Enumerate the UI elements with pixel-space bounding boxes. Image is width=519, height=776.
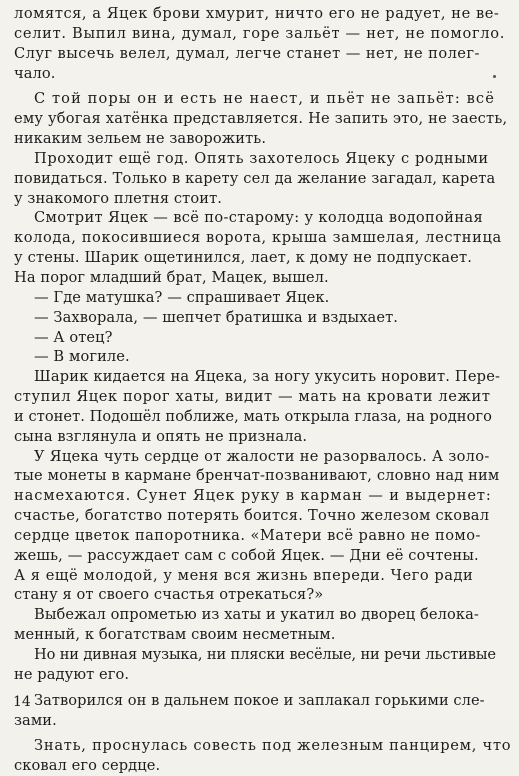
- paragraph: [14, 447, 510, 606]
- paragraph: [14, 208, 510, 287]
- paragraph: [14, 149, 510, 209]
- text-line: Затворился он в дальнем покое и заплакал горькими сле-: [34, 691, 485, 709]
- text-line: Но ни дивная музыка, ни пляски весёлые, ни речи льстивые: [34, 646, 496, 663]
- text-line: менный, к богатствам своим несметным.: [14, 626, 336, 644]
- text-line: у знакомого плетня стоит.: [14, 189, 222, 207]
- text-line: стану я от своего счастья отрекаться?»: [14, 586, 324, 604]
- text-line: колода, покосившиеся ворота, крыша замшелая, лестница: [14, 229, 502, 247]
- dialogue-line: [14, 288, 510, 308]
- text-line: ступил Яцек порог хаты, видит — мать на кровати лежит: [14, 388, 491, 406]
- text-line: жешь, — рассуждает сам с собой Яцек. — Дни её сочтены.: [14, 546, 479, 564]
- text-line: тые монеты в кармане бренчат-позванивают, словно над ним: [14, 467, 500, 485]
- text-line: — Где матушка? — спрашивает Яцек.: [34, 288, 330, 306]
- text-line: Выбежал опрометью из хаты и укатил во дворец белока-: [34, 606, 479, 624]
- text-line: — В могиле.: [34, 348, 130, 366]
- dialogue-line: [14, 308, 510, 328]
- text-line: Слуг высечь велел, думал, легче станет — нет, не полег-: [14, 44, 480, 62]
- text-line: никаким зельем не заворожить.: [14, 130, 267, 148]
- paragraph: [14, 605, 510, 645]
- print-speck: [493, 75, 496, 78]
- text-line: ему убогая хатёнка представляется. Не запить это, не заесть,: [14, 110, 508, 128]
- paragraph: [14, 367, 510, 446]
- text-line: не радуют его.: [14, 665, 130, 683]
- paragraph: [14, 4, 510, 83]
- text-line: На порог младший брат, Мацек, вышел.: [14, 268, 329, 286]
- text-line: счастье, богатство потерять боится. Точно железом сковал: [14, 507, 490, 525]
- text-line: у стены. Шарик ощетинился, лает, к дому не подпускает.: [14, 249, 473, 267]
- page-text: [14, 4, 510, 776]
- text-line: Знать, проснулась совесть под железным панцирем, что: [34, 737, 512, 755]
- text-line: сердце цветок папоротника. «Матери всё равно не помо-: [14, 526, 481, 544]
- dialogue-line: [14, 347, 510, 367]
- dialogue-line: [14, 328, 510, 348]
- text-line: Проходит ещё год. Опять захотелось Яцеку с родными: [34, 149, 489, 167]
- page-number: 14: [13, 694, 31, 710]
- text-line: чало.: [14, 64, 56, 82]
- text-line: сковал его сердце.: [14, 757, 161, 775]
- text-line: селит. Выпил вина, думал, горе зальёт — нет, не помогло.: [14, 24, 506, 42]
- text-line: повидаться. Только в карету сел да желание загадал, карета: [14, 169, 496, 187]
- text-line: С той поры он и есть не наест, и пьёт не запьёт: всё: [34, 90, 495, 108]
- text-line: А я ещё молодой, у меня вся жизнь впереди. Чего ради: [14, 566, 474, 584]
- text-line: ломятся, а Яцек брови хмурит, ничто его не радует, не ве-: [14, 5, 500, 22]
- paragraph: [14, 736, 510, 776]
- text-line: насмехаются. Сунет Яцек руку в карман — и выдернет:: [14, 487, 492, 505]
- text-line: сына взглянула и опять не признала.: [14, 427, 308, 445]
- text-line: У Яцека чуть сердце от жалости не разорвалось. А золо-: [34, 447, 490, 465]
- text-line: и стонет. Подошёл поближе, мать открыла глаза, на родного: [14, 407, 492, 425]
- paragraph: [14, 89, 510, 149]
- text-line: — Захворала, — шепчет братишка и вздыхает.: [34, 308, 398, 326]
- text-line: Шарик кидается на Яцека, за ногу укусить норовит. Пере-: [34, 368, 501, 386]
- paragraph: [14, 645, 510, 685]
- text-line: — А отец?: [34, 328, 113, 346]
- text-line: Смотрит Яцек — всё по-старому: у колодца водопойная: [34, 209, 484, 227]
- text-line: зами.: [14, 711, 57, 729]
- paragraph: [14, 691, 510, 731]
